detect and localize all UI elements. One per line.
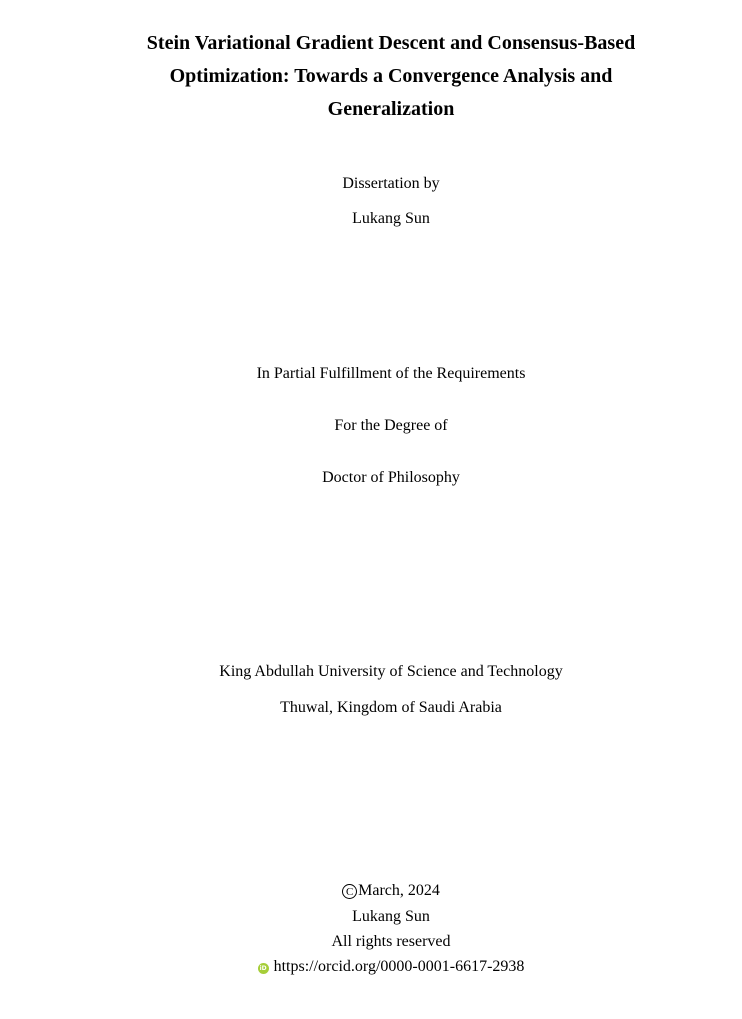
title-line-1: Stein Variational Gradient Descent and Consensus-Based [146, 32, 636, 54]
copyright-date-line [41, 881, 741, 901]
requirements-line: In Partial Fulfillment of the Requirements [256, 365, 526, 382]
dissertation-label: Dissertation by [342, 175, 440, 192]
degree-label: For the Degree of [334, 417, 448, 434]
orcid-icon: iD [259, 965, 267, 972]
copyright-holder: Lukang Sun [352, 908, 430, 925]
copyright-icon: C [342, 884, 357, 899]
rights-statement: All rights reserved [331, 933, 451, 950]
institution-name: King Abdullah University of Science and Technology [219, 663, 563, 680]
author-name: Lukang Sun [352, 210, 430, 227]
orcid-line [41, 957, 741, 977]
title-line-3: Generalization [327, 98, 455, 120]
title-line-2: Optimization: Towards a Convergence Analysis and [169, 65, 613, 87]
degree-name: Doctor of Philosophy [322, 469, 460, 486]
institution-location: Thuwal, Kingdom of Saudi Arabia [280, 699, 502, 716]
orcid-link[interactable]: https://orcid.org/0000-0001-6617-2938 [273, 958, 525, 975]
copyright-date: March, 2024 [358, 882, 440, 899]
